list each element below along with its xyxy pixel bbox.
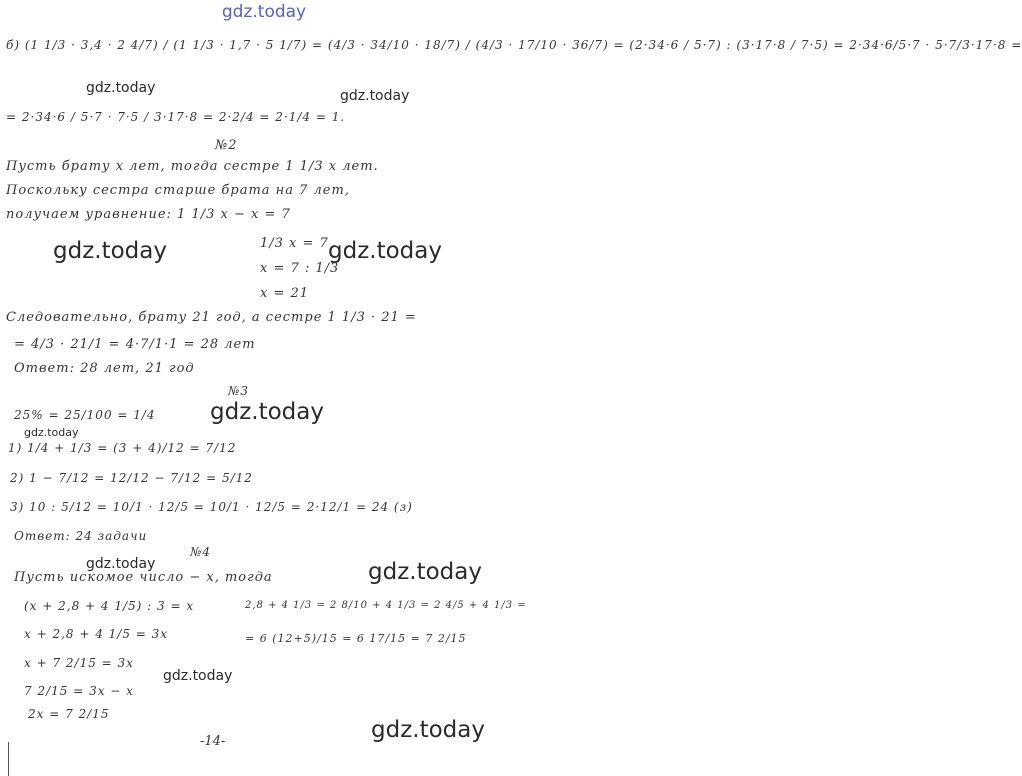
task3-line4: 3) 10 : 5/12 = 10/1 · 12/5 = 10/1 · 12/5 = 2·12/1 = 24 (з) [10, 500, 413, 514]
task4-title: №4 [190, 545, 211, 559]
watermark: gdz.today [86, 556, 156, 572]
watermark: gdz.today [163, 668, 233, 684]
site-header: gdz.today [221, 2, 307, 22]
task2-answer: Ответ: 28 лет, 21 год [14, 361, 195, 376]
task3-line2: 1) 1/4 + 1/3 = (3 + 4)/12 = 7/12 [8, 441, 237, 455]
task4-line8: 2x = 7 2/15 [28, 707, 110, 721]
task2-line7: Следовательно, брату 21 год, а сестре 1 1/3 · 21 = [6, 310, 417, 325]
task2-line3: получаем уравнение: 1 1/3 x − x = 7 [6, 207, 291, 222]
watermark: gdz.today [24, 426, 79, 439]
task3-line1: 25% = 25/100 = 1/4 [14, 408, 156, 422]
watermark: gdz.today [340, 88, 410, 104]
task2-title: №2 [215, 138, 238, 153]
watermark: gdz.today [368, 559, 482, 585]
task4-line5: = 6 (12+5)/15 = 6 17/15 = 7 2/15 [245, 632, 467, 645]
task4-line4: x + 2,8 + 4 1/5 = 3x [24, 627, 169, 641]
task2-line1: Пусть брату x лет, тогда сестре 1 1/3 x лет. [6, 159, 379, 174]
task4-line6: x + 7 2/15 = 3x [24, 656, 134, 670]
task1-line1: б) (1 1/3 · 3,4 · 2 4/7) / (1 1/3 · 1,7 · 5 1/7) = (4/3 · 34/10 · 18/7) / (4/3 · 17/10 · 36/7) = (2·34·6 / 5·7) : (3·17·8 / 7·5) = 2·34·6/5·7 · 5·7/3·17·8 = [6, 38, 1022, 52]
watermark: gdz.today [53, 238, 167, 264]
task3-line3: 2) 1 − 7/12 = 12/12 − 7/12 = 5/12 [10, 471, 253, 485]
task4-line2: (x + 2,8 + 4 1/5) : 3 = x [24, 599, 195, 613]
watermark: gdz.today [328, 238, 442, 264]
task4-line1: Пусть искомое число − x, тогда [14, 570, 273, 585]
page-edge-line [8, 742, 9, 776]
task2-line8: = 4/3 · 21/1 = 4·7/1·1 = 28 лет [14, 337, 256, 352]
watermark: gdz.today [86, 80, 156, 96]
task2-line2: Поскольку сестра старше брата на 7 лет, [6, 183, 350, 198]
task2-line5: x = 7 : 1/3 [260, 261, 340, 276]
task2-line6: x = 21 [260, 286, 310, 301]
page-number: -14- [200, 734, 226, 749]
task4-line3: 2,8 + 4 1/3 = 2 8/10 + 4 1/3 = 2 4/5 + 4 1/3 = [245, 600, 527, 611]
task3-title: №3 [228, 384, 249, 398]
task4-line7: 7 2/15 = 3x − x [24, 684, 134, 698]
task3-answer: Ответ: 24 задачи [14, 529, 148, 543]
task1-line2: = 2·34·6 / 5·7 · 7·5 / 3·17·8 = 2·2/4 = 2·1/4 = 1. [6, 110, 346, 124]
watermark: gdz.today [210, 399, 324, 425]
watermark: gdz.today [371, 717, 485, 743]
task2-line4: 1/3 x = 7 [260, 236, 329, 251]
